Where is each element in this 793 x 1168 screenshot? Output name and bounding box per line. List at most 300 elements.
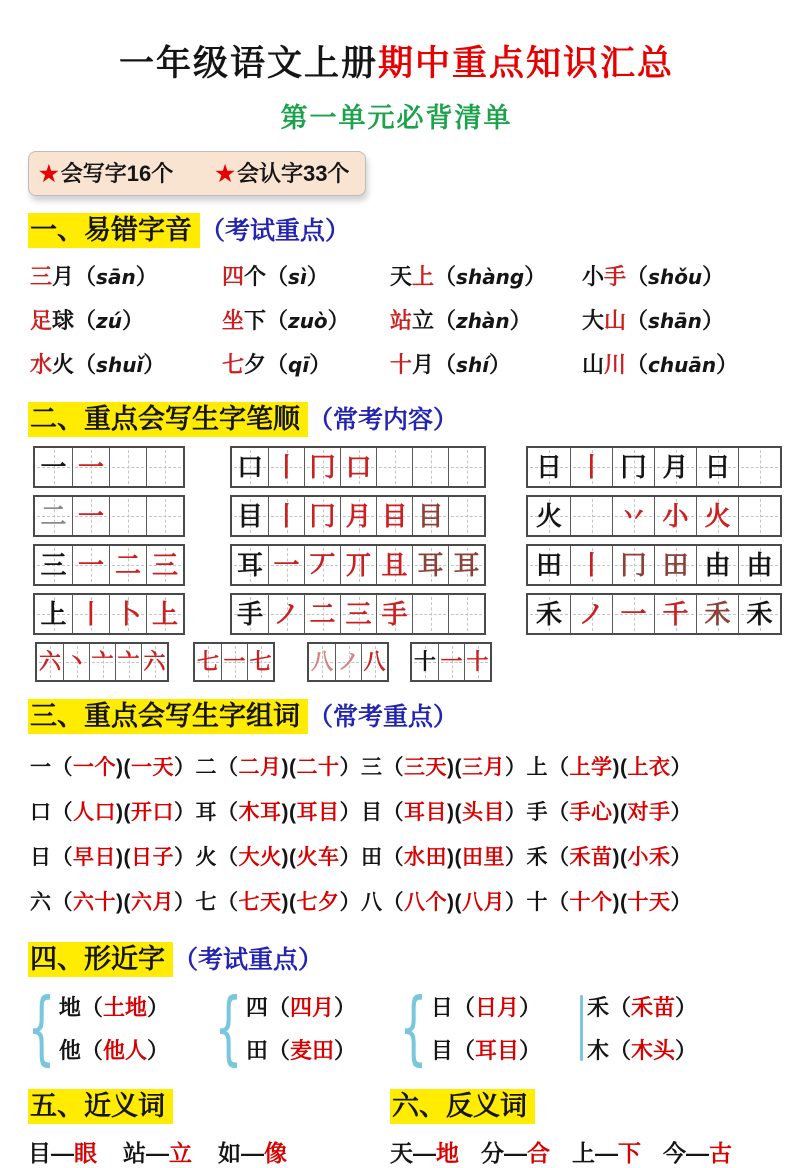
open-paren: （ <box>217 756 239 779</box>
close-paren: ） <box>309 351 332 377</box>
open-paren: （ <box>434 351 457 377</box>
word: 他人 <box>102 1038 147 1063</box>
second-char: 古 <box>709 1140 732 1166</box>
open-paren: （ <box>267 995 290 1020</box>
stroke-cell <box>247 644 273 680</box>
stroke-cell <box>146 595 183 633</box>
stroke-cell <box>309 644 335 680</box>
open-paren: （ <box>51 846 73 869</box>
word: 木耳 <box>238 801 282 824</box>
stroke-glyph: 耳 <box>236 550 263 580</box>
word: 人口 <box>73 801 116 824</box>
stroke-glyph: 七 <box>249 649 272 674</box>
stroke-cell <box>35 546 72 584</box>
mid-paren: )( <box>612 846 628 869</box>
hanzi-char: 十 <box>390 351 413 377</box>
word: 一天 <box>131 756 174 779</box>
antonym-column <box>390 1084 793 1168</box>
stroke-cell <box>412 448 448 486</box>
close-paren: ） <box>505 846 527 869</box>
pinyin-item <box>582 304 724 335</box>
similar-char-pairs <box>26 981 793 1074</box>
open-paren: （ <box>626 351 649 377</box>
pair-lines <box>431 991 541 1065</box>
head-char: 八 <box>361 891 383 914</box>
stroke-glyph: 手 <box>381 599 408 629</box>
open-paren: （ <box>80 995 103 1020</box>
page-title <box>0 0 793 86</box>
stroke-cell <box>195 644 221 680</box>
stroke-cell <box>146 448 183 486</box>
stroke-glyph: 六 <box>38 649 61 674</box>
pair-line <box>587 991 697 1022</box>
stroke-grid <box>526 544 782 586</box>
word: 耳目 <box>404 801 447 824</box>
second-char: 下 <box>618 1140 641 1166</box>
stroke-glyph: 十 <box>413 649 436 674</box>
stroke-glyph: 手 <box>236 599 263 629</box>
stroke-cell <box>232 497 268 535</box>
summary-box-row <box>28 151 793 196</box>
stroke-cell <box>696 497 738 535</box>
title-course: 一年级语文上册 <box>118 44 378 83</box>
mid-paren: )( <box>281 846 297 869</box>
stroke-glyph: 丷 <box>620 501 647 531</box>
stroke-cell <box>738 448 780 486</box>
stroke-cell <box>35 595 72 633</box>
head-char: 日 <box>430 995 453 1020</box>
stroke-glyph: 耳 <box>453 550 480 580</box>
close-paren: ） <box>146 1038 169 1063</box>
pinyin-text: shān <box>648 308 702 333</box>
mid-paren: )( <box>447 801 462 824</box>
word-line <box>30 745 793 790</box>
stroke-glyph: 一 <box>440 649 463 674</box>
stroke-glyph: ノ <box>337 649 360 674</box>
stroke-grid <box>35 642 169 682</box>
mid-paren: )( <box>447 756 462 779</box>
stroke-grid-column <box>526 446 782 635</box>
stroke-glyph: 耳 <box>417 550 444 580</box>
close-paren: ） <box>505 891 527 914</box>
stroke-glyph: 目 <box>381 501 408 531</box>
dash: — <box>146 1140 169 1166</box>
hanzi-char: 天 <box>390 263 413 289</box>
second-char: 合 <box>527 1140 550 1166</box>
mid-paren: )( <box>116 846 131 869</box>
head-char: 木 <box>587 1038 610 1063</box>
open-paren: （ <box>382 756 404 779</box>
open-paren: （ <box>434 263 457 289</box>
close-paren: ） <box>333 1038 356 1063</box>
hanzi-char: 月 <box>412 351 435 377</box>
hanzi-char: 水 <box>30 351 53 377</box>
stroke-cell <box>696 595 738 633</box>
read-count-label: 会认字33个 <box>236 161 350 186</box>
word: 七夕 <box>296 891 340 914</box>
word: 耳目 <box>296 801 340 824</box>
close-paren: ） <box>339 846 361 869</box>
stroke-grid <box>230 495 486 537</box>
close-paren: ） <box>143 351 166 377</box>
stroke-grid <box>33 593 185 635</box>
word: 十个 <box>569 891 613 914</box>
stroke-cell <box>146 497 183 535</box>
stroke-glyph: 十 <box>466 649 489 674</box>
open-paren: （ <box>548 846 570 869</box>
pinyin-item <box>582 348 738 379</box>
stroke-glyph: 一 <box>77 550 104 580</box>
stroke-cell <box>72 497 109 535</box>
word-pair <box>481 1135 550 1168</box>
stroke-grid <box>33 495 185 537</box>
hanzi-char: 火 <box>52 351 75 377</box>
stroke-glyph: 一 <box>40 452 67 482</box>
word: 麦田 <box>289 1038 334 1063</box>
stroke-cell <box>412 595 448 633</box>
stroke-cell <box>612 448 654 486</box>
pinyin-text: shǒu <box>648 264 703 289</box>
stroke-cell <box>738 497 780 535</box>
close-paren: ） <box>174 846 196 869</box>
word: 上衣 <box>627 756 671 779</box>
stroke-glyph: 丆 <box>309 550 336 580</box>
stroke-cell <box>109 448 146 486</box>
mid-paren: )( <box>116 891 131 914</box>
section3-heading <box>28 694 793 733</box>
stroke-cell <box>304 546 340 584</box>
stroke-cell <box>72 448 109 486</box>
open-paren: （ <box>626 307 649 333</box>
stroke-glyph: 由 <box>704 550 731 580</box>
second-char: 像 <box>264 1140 287 1166</box>
stroke-glyph: 上 <box>151 599 178 629</box>
stroke-glyph: 禾 <box>746 599 773 629</box>
stroke-cell <box>37 644 63 680</box>
pinyin-text: qī <box>288 352 310 377</box>
pinyin-item <box>222 348 390 379</box>
stroke-glyph: 一 <box>620 599 647 629</box>
stroke-grid-column <box>230 446 486 635</box>
close-paren: ） <box>670 756 692 779</box>
word: 手心 <box>569 801 613 824</box>
stroke-glyph: 二 <box>40 501 67 531</box>
stroke-glyph: 冂 <box>309 452 336 482</box>
close-paren: ） <box>339 801 361 824</box>
section3-note: （常考重点） <box>308 703 459 731</box>
pair-line <box>59 1034 169 1065</box>
head-char: 禾 <box>587 995 610 1020</box>
close-paren: ） <box>509 307 532 333</box>
stroke-glyph: 丨 <box>578 452 605 482</box>
first-char: 如 <box>218 1140 241 1166</box>
section2-heading <box>28 397 793 436</box>
section2-title: 二、重点会写生字笔顺 <box>28 402 308 437</box>
pair-line <box>246 1034 356 1065</box>
hanzi-char: 三 <box>30 263 53 289</box>
open-paren: （ <box>217 891 239 914</box>
stroke-glyph: 六 <box>143 649 166 674</box>
dash: — <box>504 1140 527 1166</box>
stroke-cell <box>448 448 484 486</box>
hanzi-char: 夕 <box>244 351 267 377</box>
open-paren: （ <box>452 995 475 1020</box>
synonym-list <box>28 1135 390 1168</box>
word: 八月 <box>462 891 505 914</box>
stroke-grid-bottom-row <box>33 642 793 682</box>
word: 对手 <box>627 801 671 824</box>
synonym-column <box>28 1084 390 1168</box>
stroke-cell <box>72 546 109 584</box>
stroke-glyph: 口 <box>236 452 263 482</box>
word-pair <box>28 1135 97 1168</box>
title-topic: 期中重点知识汇总 <box>378 44 675 83</box>
word: 二月 <box>238 756 282 779</box>
close-paren: ） <box>670 846 692 869</box>
head-char: 日 <box>30 846 52 869</box>
close-paren: ） <box>675 1038 698 1063</box>
stroke-grid <box>230 544 486 586</box>
stroke-glyph: 日 <box>704 452 731 482</box>
stroke-cell <box>570 595 612 633</box>
stroke-glyph: 口 <box>345 452 372 482</box>
word: 水田 <box>404 846 447 869</box>
stroke-glyph: 三 <box>151 550 178 580</box>
head-char: 手 <box>526 801 548 824</box>
stroke-cell <box>232 546 268 584</box>
dash: — <box>595 1140 618 1166</box>
stroke-glyph: 丨 <box>273 452 300 482</box>
open-paren: （ <box>74 307 97 333</box>
close-paren: ） <box>339 756 361 779</box>
mid-paren: )( <box>612 756 628 779</box>
brace-icon: { <box>399 981 428 1074</box>
stroke-cell <box>696 546 738 584</box>
close-paren: ） <box>670 891 692 914</box>
mid-paren: )( <box>281 891 297 914</box>
section5-title: 五、近义词 <box>28 1089 173 1124</box>
word-group-lines <box>30 745 793 925</box>
stroke-cell <box>412 497 448 535</box>
stroke-cell <box>654 546 696 584</box>
pinyin-text: zú <box>96 308 122 333</box>
pinyin-text: shí <box>456 352 490 377</box>
close-paren: ） <box>701 307 724 333</box>
stroke-glyph: 卜 <box>114 599 141 629</box>
stroke-glyph: 冂 <box>309 501 336 531</box>
hanzi-char: 山 <box>604 307 627 333</box>
pair-lines <box>587 991 697 1065</box>
open-paren: （ <box>626 263 649 289</box>
stroke-glyph: 一 <box>77 452 104 482</box>
stroke-glyph: 一 <box>273 550 300 580</box>
head-char: 田 <box>361 846 383 869</box>
stroke-glyph: 日 <box>535 452 562 482</box>
word: 六月 <box>131 891 174 914</box>
second-char: 地 <box>436 1140 459 1166</box>
section1-title: 一、易错字音 <box>28 213 200 248</box>
stroke-cell <box>35 448 72 486</box>
first-char: 天 <box>390 1140 413 1166</box>
stroke-grid <box>526 593 782 635</box>
close-paren: ） <box>716 351 739 377</box>
section4-note: （考试重点） <box>173 946 324 974</box>
dash: — <box>241 1140 264 1166</box>
open-paren: （ <box>51 801 73 824</box>
close-paren: ） <box>135 263 158 289</box>
close-paren: ） <box>174 801 196 824</box>
pinyin-row <box>30 341 793 385</box>
stroke-cell <box>612 546 654 584</box>
open-paren: （ <box>74 263 97 289</box>
close-paren: ） <box>489 351 512 377</box>
word: 上学 <box>569 756 613 779</box>
pinyin-item <box>222 304 390 335</box>
word: 八个 <box>404 891 447 914</box>
pinyin-item <box>30 304 222 335</box>
brace-icon: { <box>214 981 243 1074</box>
stroke-cell <box>570 448 612 486</box>
stroke-glyph: 一 <box>223 649 246 674</box>
open-paren: （ <box>382 891 404 914</box>
close-paren: ） <box>339 891 361 914</box>
stroke-cell <box>570 546 612 584</box>
pair-group <box>580 990 697 1066</box>
head-char: 他 <box>58 1038 81 1063</box>
open-paren: （ <box>74 351 97 377</box>
close-paren: ） <box>174 891 196 914</box>
open-paren: （ <box>266 263 289 289</box>
pinyin-row <box>30 297 793 341</box>
stroke-glyph: 禾 <box>535 599 562 629</box>
stroke-cell <box>268 448 304 486</box>
open-paren: （ <box>382 801 404 824</box>
word-pair <box>663 1135 732 1168</box>
antonym-list <box>390 1135 793 1168</box>
stroke-cell <box>438 644 464 680</box>
word: 三月 <box>462 756 505 779</box>
pair-group <box>26 981 213 1074</box>
stroke-cell <box>340 448 376 486</box>
mid-paren: )( <box>447 891 462 914</box>
word-pair <box>572 1135 641 1168</box>
stroke-grid <box>526 446 782 488</box>
stroke-glyph: 月 <box>345 501 372 531</box>
hanzi-char: 足 <box>30 307 53 333</box>
pinyin-text: chuān <box>648 352 717 377</box>
star-icon: ★ <box>39 161 59 186</box>
stroke-cell <box>654 595 696 633</box>
word: 日子 <box>131 846 174 869</box>
open-paren: （ <box>266 307 289 333</box>
pair-line <box>431 991 541 1022</box>
second-char: 眼 <box>74 1140 97 1166</box>
pair-line <box>246 991 356 1022</box>
stroke-glyph: 冂 <box>620 550 647 580</box>
close-paren: ） <box>702 263 725 289</box>
open-paren: （ <box>217 801 239 824</box>
word: 七天 <box>238 891 282 914</box>
stroke-cell <box>376 546 412 584</box>
stroke-glyph: 三 <box>40 550 67 580</box>
stroke-cell <box>35 497 72 535</box>
pinyin-text: shàng <box>456 264 525 289</box>
word: 禾苗 <box>631 995 676 1020</box>
pinyin-text: sān <box>96 264 136 289</box>
pinyin-item <box>222 260 390 291</box>
stroke-cell <box>221 644 247 680</box>
pair-line <box>59 991 169 1022</box>
stroke-grid <box>526 495 782 537</box>
open-paren: （ <box>548 756 570 779</box>
stroke-cell <box>654 448 696 486</box>
mid-paren: )( <box>281 756 297 779</box>
pair-lines <box>59 991 169 1065</box>
head-char: 四 <box>245 995 268 1020</box>
stroke-cell <box>304 497 340 535</box>
close-paren: ） <box>505 756 527 779</box>
hanzi-char: 站 <box>390 307 413 333</box>
second-char: 立 <box>169 1140 192 1166</box>
word: 日月 <box>474 995 519 1020</box>
first-char: 目 <box>28 1140 51 1166</box>
pair-group <box>398 981 580 1074</box>
stroke-cell <box>109 595 146 633</box>
pair-line <box>431 1034 541 1065</box>
stroke-glyph: 八 <box>310 649 333 674</box>
word-line <box>30 880 793 925</box>
head-char: 禾 <box>526 846 548 869</box>
head-char: 上 <box>526 756 548 779</box>
open-paren: （ <box>51 756 73 779</box>
pair-line <box>587 1034 697 1065</box>
stroke-cell <box>696 448 738 486</box>
pair-lines <box>246 991 356 1065</box>
open-paren: （ <box>266 351 289 377</box>
stroke-grid <box>230 446 486 488</box>
stroke-cell <box>268 595 304 633</box>
stroke-glyph: 亠 <box>117 649 140 674</box>
word-line <box>30 835 793 880</box>
stroke-glyph: ノ <box>578 599 605 629</box>
stroke-cell <box>340 595 376 633</box>
stroke-glyph: 目 <box>417 501 444 531</box>
section2-note: （常考内容） <box>308 406 459 434</box>
close-paren: ） <box>670 801 692 824</box>
stroke-cell <box>115 644 141 680</box>
stroke-cell <box>232 448 268 486</box>
head-char: 二 <box>195 756 217 779</box>
stroke-glyph: 禾 <box>704 599 731 629</box>
open-paren: （ <box>382 846 404 869</box>
stroke-glyph: 二 <box>309 599 336 629</box>
close-paren: ） <box>121 307 144 333</box>
open-paren: （ <box>217 846 239 869</box>
stroke-glyph: 一 <box>77 501 104 531</box>
close-paren: ） <box>505 801 527 824</box>
stroke-cell <box>232 595 268 633</box>
stroke-glyph: 冂 <box>620 452 647 482</box>
section1-note: （考试重点） <box>200 217 351 245</box>
stroke-cell <box>376 448 412 486</box>
pinyin-text: shuǐ <box>96 352 144 377</box>
word: 小禾 <box>627 846 671 869</box>
word: 禾苗 <box>569 846 613 869</box>
hanzi-char: 月 <box>52 263 75 289</box>
close-paren: ） <box>518 995 541 1020</box>
stroke-glyph: 月 <box>662 452 689 482</box>
stroke-cell <box>376 497 412 535</box>
